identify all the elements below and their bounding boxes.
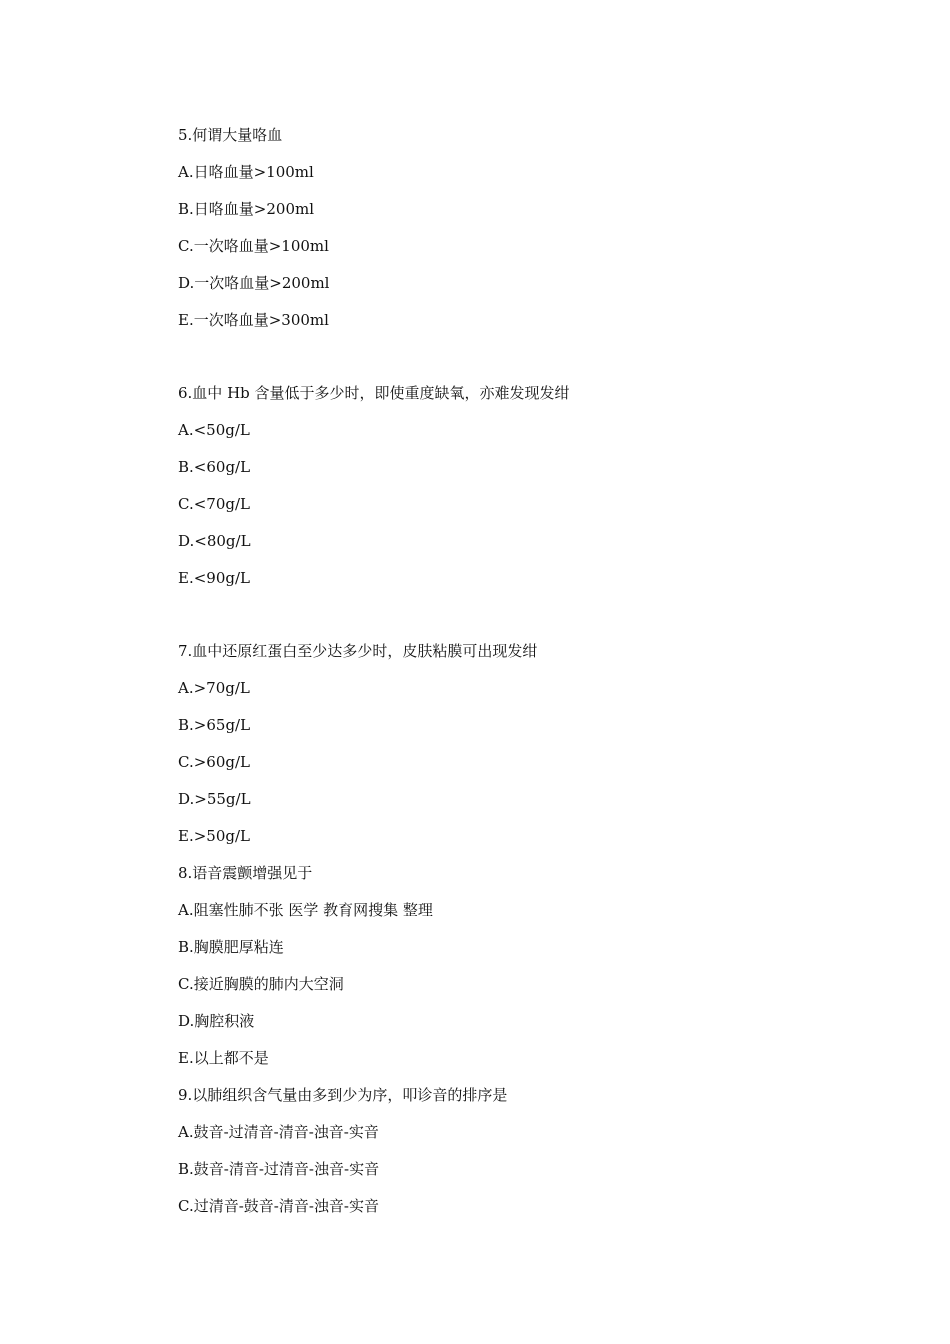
question-block-8	[178, 864, 878, 1067]
option-c: C.一次咯血量>100ml	[178, 237, 329, 255]
question-block-5	[178, 126, 878, 329]
option-b: B.胸膜肥厚粘连	[178, 938, 284, 956]
option-a: A.>70g/L	[178, 679, 250, 697]
option-d: D.胸腔积液	[178, 1012, 255, 1030]
option-a: A.鼓音-过清音-清音-浊音-实音	[178, 1123, 379, 1141]
option-e: E.<90g/L	[178, 569, 250, 587]
question-text: 9.以肺组织含气量由多到少为序，叩诊音的排序是	[178, 1086, 508, 1104]
option-d: D.>55g/L	[178, 790, 251, 808]
option-c: C.接近胸膜的肺内大空洞	[178, 975, 344, 993]
question-block-7	[178, 642, 878, 845]
option-d: D.一次咯血量>200ml	[178, 274, 330, 292]
option-a: A.阻塞性肺不张 医学 教育网搜集 整理	[178, 901, 433, 919]
option-b: B.>65g/L	[178, 716, 251, 734]
option-e: E.>50g/L	[178, 827, 250, 845]
option-e: E.以上都不是	[178, 1049, 269, 1067]
option-c: C.<70g/L	[178, 495, 250, 513]
option-b: B.鼓音-清音-过清音-浊音-实音	[178, 1160, 380, 1178]
option-d: D.<80g/L	[178, 532, 251, 550]
question-text: 5.何谓大量咯血	[178, 126, 283, 144]
question-list	[178, 126, 878, 1234]
option-c: C.>60g/L	[178, 753, 250, 771]
question-block-9	[178, 1086, 878, 1215]
question-text: 8.语音震颤增强见于	[178, 864, 313, 882]
option-a: A.<50g/L	[178, 421, 250, 439]
option-b: B.<60g/L	[178, 458, 251, 476]
option-e: E.一次咯血量>300ml	[178, 311, 329, 329]
option-b: B.日咯血量>200ml	[178, 200, 315, 218]
question-text: 7.血中还原红蛋白至少达多少时，皮肤粘膜可出现发绀	[178, 642, 538, 660]
question-text: 6.血中 Hb 含量低于多少时，即使重度缺氧，亦难发现发绀	[178, 384, 570, 402]
question-block-6	[178, 384, 878, 587]
option-a: A.日咯血量>100ml	[178, 163, 314, 181]
option-c: C.过清音-鼓音-清音-浊音-实音	[178, 1197, 379, 1215]
